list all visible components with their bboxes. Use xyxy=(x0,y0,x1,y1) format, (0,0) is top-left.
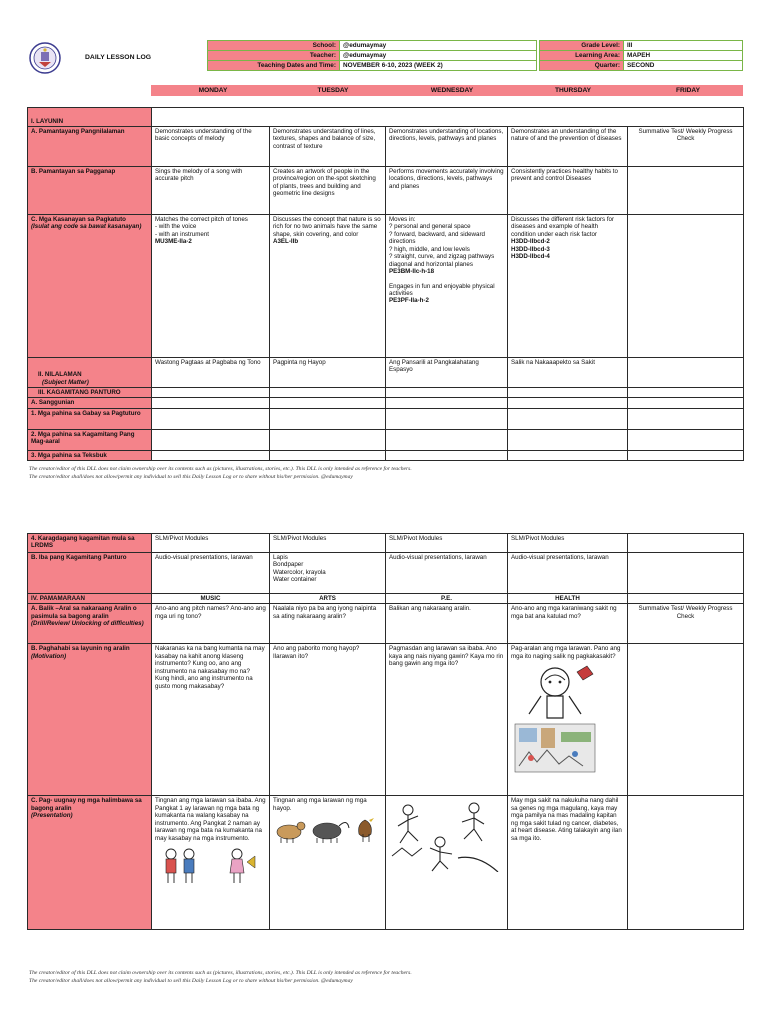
disclaimer-line-2: The creator/editor shall/does not allow/permit any individual to sell this Daily Lesson Log or to share without his/her permission. @edumaymay xyxy=(29,977,353,984)
subject-matter-mon: Wastong Pagtaas at Pagbaba ng Tono xyxy=(152,358,270,388)
presentation-mon xyxy=(152,796,270,930)
subject-matter-thu: Salik na Nakaaapekto sa Sakit xyxy=(508,358,628,388)
references-label: A. Sanggunian xyxy=(28,398,152,408)
singing-children-illustration xyxy=(155,844,259,888)
competency-code: H3DD-IIbcd-2 xyxy=(511,238,550,246)
weekday-header xyxy=(151,85,743,96)
day-thursday: THURSDAY xyxy=(554,87,592,94)
competency-line: ? straight, curve, and zigzag pathways diagonal and horizontal planes xyxy=(389,253,495,268)
competency-line: - with an instrument xyxy=(155,230,209,238)
lrmds-thu: SLM/Pivot Modules xyxy=(508,534,628,553)
presentation-thu: May mga sakit na nakukuha nang dahil sa genes ng mga magulang, kaya may mga pamilya na mas madaling kapitan ng mga sakit tulad ng cancer, diabetes, at heart disease. Ating talakayin ang ilan sa mga ito. xyxy=(508,796,628,930)
competencies-mon xyxy=(152,215,270,358)
review-fri: Summative Test/ Weekly Progress Check xyxy=(628,604,744,644)
content-standards-tue: Demonstrates understanding of lines, textures, shapes and balance of size, contrast of texture xyxy=(270,127,386,167)
competencies-title: C. Mga Kasanayan sa Pagkatuto xyxy=(31,216,126,223)
grade-value: III xyxy=(624,41,743,51)
disclaimer-line-2: The creator/editor shall/does not allow/permit any individual to sell this Daily Lesson Log or to share without his/her permission. @edumaymay xyxy=(29,473,353,480)
motivation-subtitle: (Motivation) xyxy=(31,652,67,660)
competency-code: MU3ME-IIa-2 xyxy=(155,238,192,246)
area-label: Learning Area: xyxy=(540,51,624,61)
deped-seal-icon xyxy=(29,42,61,74)
competencies-thu xyxy=(508,215,628,358)
presentation-mon-text: Tingnan ang mga larawan sa ibaba. Ang Pangkat 1 ay larawan ng mga bata ng kumakanta na walang kasabay na instrumento. Ang Pangkat 2 naman ay larawan ng mga bata na kumakanta na may kasabay na mga instrumento. xyxy=(155,797,266,842)
day-wednesday: WEDNESDAY xyxy=(430,87,474,94)
disclaimer-line-1: The creator/editor of this DLL does not claim ownership over its contents such as (pictures, illustrations, stories, etc.). This DLL is only intended as reference for teachers. xyxy=(29,466,412,472)
area-value: MAPEH xyxy=(624,51,743,61)
review-wed: Balikan ang nakaraang aralin. xyxy=(386,604,508,644)
content-standards-thu: Demonstrates an understanding of the nature of and the prevention of diseases xyxy=(508,127,628,167)
quarter-label: Quarter: xyxy=(540,61,624,71)
competency-line: ? personal and general space xyxy=(389,223,471,231)
motivation-title: B. Paghahabi sa layunin ng aralin xyxy=(31,645,130,653)
content-standards-wed: Demonstrates understanding of locations, directions, levels, pathways and planes xyxy=(386,127,508,167)
presentation-wed xyxy=(386,796,508,930)
subject-health: HEALTH xyxy=(508,594,628,604)
review-subtitle: (Drill/Review/ Unlocking of difficulties) xyxy=(31,620,144,628)
other-materials-mon: Audio-visual presentations, larawan xyxy=(152,553,270,594)
motivation-thu-text: Pag-aralan ang mga larawan. Pano ang mga ito naging salik ng pagkakasakit? xyxy=(511,645,621,660)
performance-standards-mon: Sings the melody of a song with accurate pitch xyxy=(152,167,270,215)
layunin-spacer xyxy=(152,108,744,127)
motivation-fri xyxy=(628,644,744,796)
content-standards-fri: Summative Test/ Weekly Progress Check xyxy=(628,127,744,167)
disclaimer-bottom xyxy=(29,970,412,985)
competencies-fri xyxy=(628,215,744,358)
competency-line: Moves in: xyxy=(389,216,416,223)
review-thu: Ano-ano ang mga karaniwang sakit ng mga bat ana katulad mo? xyxy=(508,604,628,644)
competency-line: - with the voice xyxy=(155,223,197,231)
material-item: Bondpaper xyxy=(273,561,304,569)
lrmds-tue: SLM/Pivot Modules xyxy=(270,534,386,553)
presentation-fri xyxy=(628,796,744,930)
material-item: Lapis xyxy=(273,554,288,561)
teacher-value: @edumaymay xyxy=(340,51,537,61)
movement-pathways-illustration xyxy=(388,798,508,872)
disease-factors-illustration xyxy=(511,662,599,774)
competency-text: Discusses the different risk factors for diseases and example of health condition under each risk factor xyxy=(511,216,615,238)
competencies-label xyxy=(28,215,152,358)
competency-line: ? high, middle, and low levels xyxy=(389,245,470,253)
school-value: @edumaymay xyxy=(340,41,537,51)
performance-standards-label: B. Pamantayan sa Pagganap xyxy=(28,167,152,215)
lesson-log-header xyxy=(27,40,743,76)
competency-code: PE3BM-IIc-h-18 xyxy=(389,268,435,276)
lrmds-mon: SLM/Pivot Modules xyxy=(152,534,270,553)
competencies-subtitle: (Isulat ang code sa bawat kasanayan) xyxy=(31,223,142,231)
presentation-subtitle: (Presentation) xyxy=(31,812,73,820)
motivation-label xyxy=(28,644,152,796)
procedure-table xyxy=(27,533,744,930)
objectives-table xyxy=(27,107,744,461)
presentation-tue-text: Tingnan ang mga larawan ng mga hayop. xyxy=(273,797,367,812)
competency-code: H3DD-IIbcd-3 xyxy=(511,245,550,253)
motivation-tue: Ano ang paborito mong hayop? Ilarawan ito? xyxy=(270,644,386,796)
subject-music: MUSIC xyxy=(152,594,270,604)
day-friday: FRIDAY xyxy=(676,87,700,94)
animals-illustration xyxy=(273,814,381,844)
textbook-pages-label: 3. Mga pahina sa Teksbuk xyxy=(28,450,152,460)
disclaimer-top xyxy=(29,466,412,481)
nilalaman-title: II. NILALAMAN xyxy=(38,371,82,379)
review-title: A. Balik –Aral sa nakaraang Aralin o pasimula sa bagong aralin xyxy=(31,605,137,620)
competency-line: Engages in fun and enjoyable physical activities xyxy=(389,282,495,297)
dates-label: Teaching Dates and Time: xyxy=(208,61,340,71)
other-materials-thu: Audio-visual presentations, larawan xyxy=(508,553,628,594)
grade-label: Grade Level: xyxy=(540,41,624,51)
competencies-wed xyxy=(386,215,508,358)
layunin-heading: I. LAYUNIN xyxy=(28,108,152,127)
competency-code: A3EL-IIb xyxy=(273,238,299,246)
review-tue: Naalala niyo pa ba ang iyong naipinta sa ating nakaraang aralin? xyxy=(270,604,386,644)
subject-friday xyxy=(628,594,744,604)
other-materials-fri xyxy=(628,553,744,594)
competency-code: PE3PF-IIa-h-2 xyxy=(389,297,429,305)
school-label: School: xyxy=(208,41,340,51)
performance-standards-fri xyxy=(628,167,744,215)
disclaimer-line-1: The creator/editor of this DLL does not claim ownership over its contents such as (pictures, illustrations, stories, etc.). This DLL is only intended as reference for teachers. xyxy=(29,970,412,976)
class-info-table xyxy=(539,40,743,71)
dates-value: NOVEMBER 6-10, 2023 (WEEK 2) xyxy=(340,61,537,71)
other-materials-tue xyxy=(270,553,386,594)
presentation-tue xyxy=(270,796,386,930)
quarter-value: SECOND xyxy=(624,61,743,71)
material-item: Water container xyxy=(273,576,317,584)
document-title: DAILY LESSON LOG xyxy=(85,54,152,61)
motivation-mon: Nakaranas ka na bang kumanta na may kasabay na kahit anong klaseng instrumento? Kung oo, ano ang instrumento na nakasabay mo na? Kung hindi, ano ang instrumento na gusto mong makasabay? xyxy=(152,644,270,796)
subject-matter-tue: Pagpinta ng Hayop xyxy=(270,358,386,388)
other-materials-label: B. Iba pang Kagamitang Panturo xyxy=(28,553,152,594)
materials-heading: III. KAGAMITANG PANTURO xyxy=(28,388,152,398)
subject-matter-label xyxy=(28,358,152,388)
content-standards-label: A. Pamantayang Pangnilalaman xyxy=(28,127,152,167)
subject-arts: ARTS xyxy=(270,594,386,604)
presentation-label xyxy=(28,796,152,930)
procedure-heading: IV. PAMAMARAAN xyxy=(28,594,152,604)
teacher-label: Teacher: xyxy=(208,51,340,61)
motivation-thu xyxy=(508,644,628,796)
content-standards-mon: Demonstrates understanding of the basic concepts of melody xyxy=(152,127,270,167)
lrmds-fri xyxy=(628,534,744,553)
competency-text: Discusses the concept that nature is so rich for no two animals have the same shape, skin covering, and color xyxy=(273,216,381,238)
nilalaman-subtitle: (Subject Matter) xyxy=(42,378,89,386)
competencies-tue xyxy=(270,215,386,358)
day-tuesday: TUESDAY xyxy=(317,87,349,94)
school-info-table xyxy=(207,40,537,71)
subject-matter-fri xyxy=(628,358,744,388)
presentation-title: C. Pag- uugnay ng mga halimbawa sa bagong aralin xyxy=(31,797,142,812)
motivation-wed: Pagmasdan ang larawan sa ibaba. Ano kaya ang nais niyang gawin? Kaya mo rin bang gawin ang mga ito? xyxy=(386,644,508,796)
other-materials-wed: Audio-visual presentations, larawan xyxy=(386,553,508,594)
competency-code: H3DD-IIbcd-4 xyxy=(511,253,550,261)
subject-matter-wed: Ang Pansarili at Pangkalahatang Espasyo xyxy=(386,358,508,388)
performance-standards-tue: Creates an artwork of people in the province/region on the-spot sketching of plants, trees and building and geometric line designs xyxy=(270,167,386,215)
learner-material-pages-label: 2. Mga pahina sa Kagamitang Pang Mag-aaral xyxy=(28,429,152,450)
competency-line: ? forward, backward, and sideward directions xyxy=(389,230,485,246)
review-label xyxy=(28,604,152,644)
teacher-guide-pages-label: 1. Mga pahina sa Gabay sa Pagtuturo xyxy=(28,408,152,429)
day-monday: MONDAY xyxy=(198,87,228,94)
performance-standards-thu: Consistently practices healthy habits to prevent and control Diseases xyxy=(508,167,628,215)
performance-standards-wed: Performs movements accurately involving locations, directions, levels, pathways and planes xyxy=(386,167,508,215)
material-item: Watercolor, krayola xyxy=(273,568,326,576)
lrmds-label: 4. Karagdagang kagamitan mula sa LRDMS xyxy=(28,534,152,553)
competency-line: Matches the correct pitch of tones xyxy=(155,216,248,223)
subject-pe: P.E. xyxy=(386,594,508,604)
review-mon: Ano-ano ang pitch names? Ano-ano ang mga uri ng tono? xyxy=(152,604,270,644)
lrmds-wed: SLM/Pivot Modules xyxy=(386,534,508,553)
